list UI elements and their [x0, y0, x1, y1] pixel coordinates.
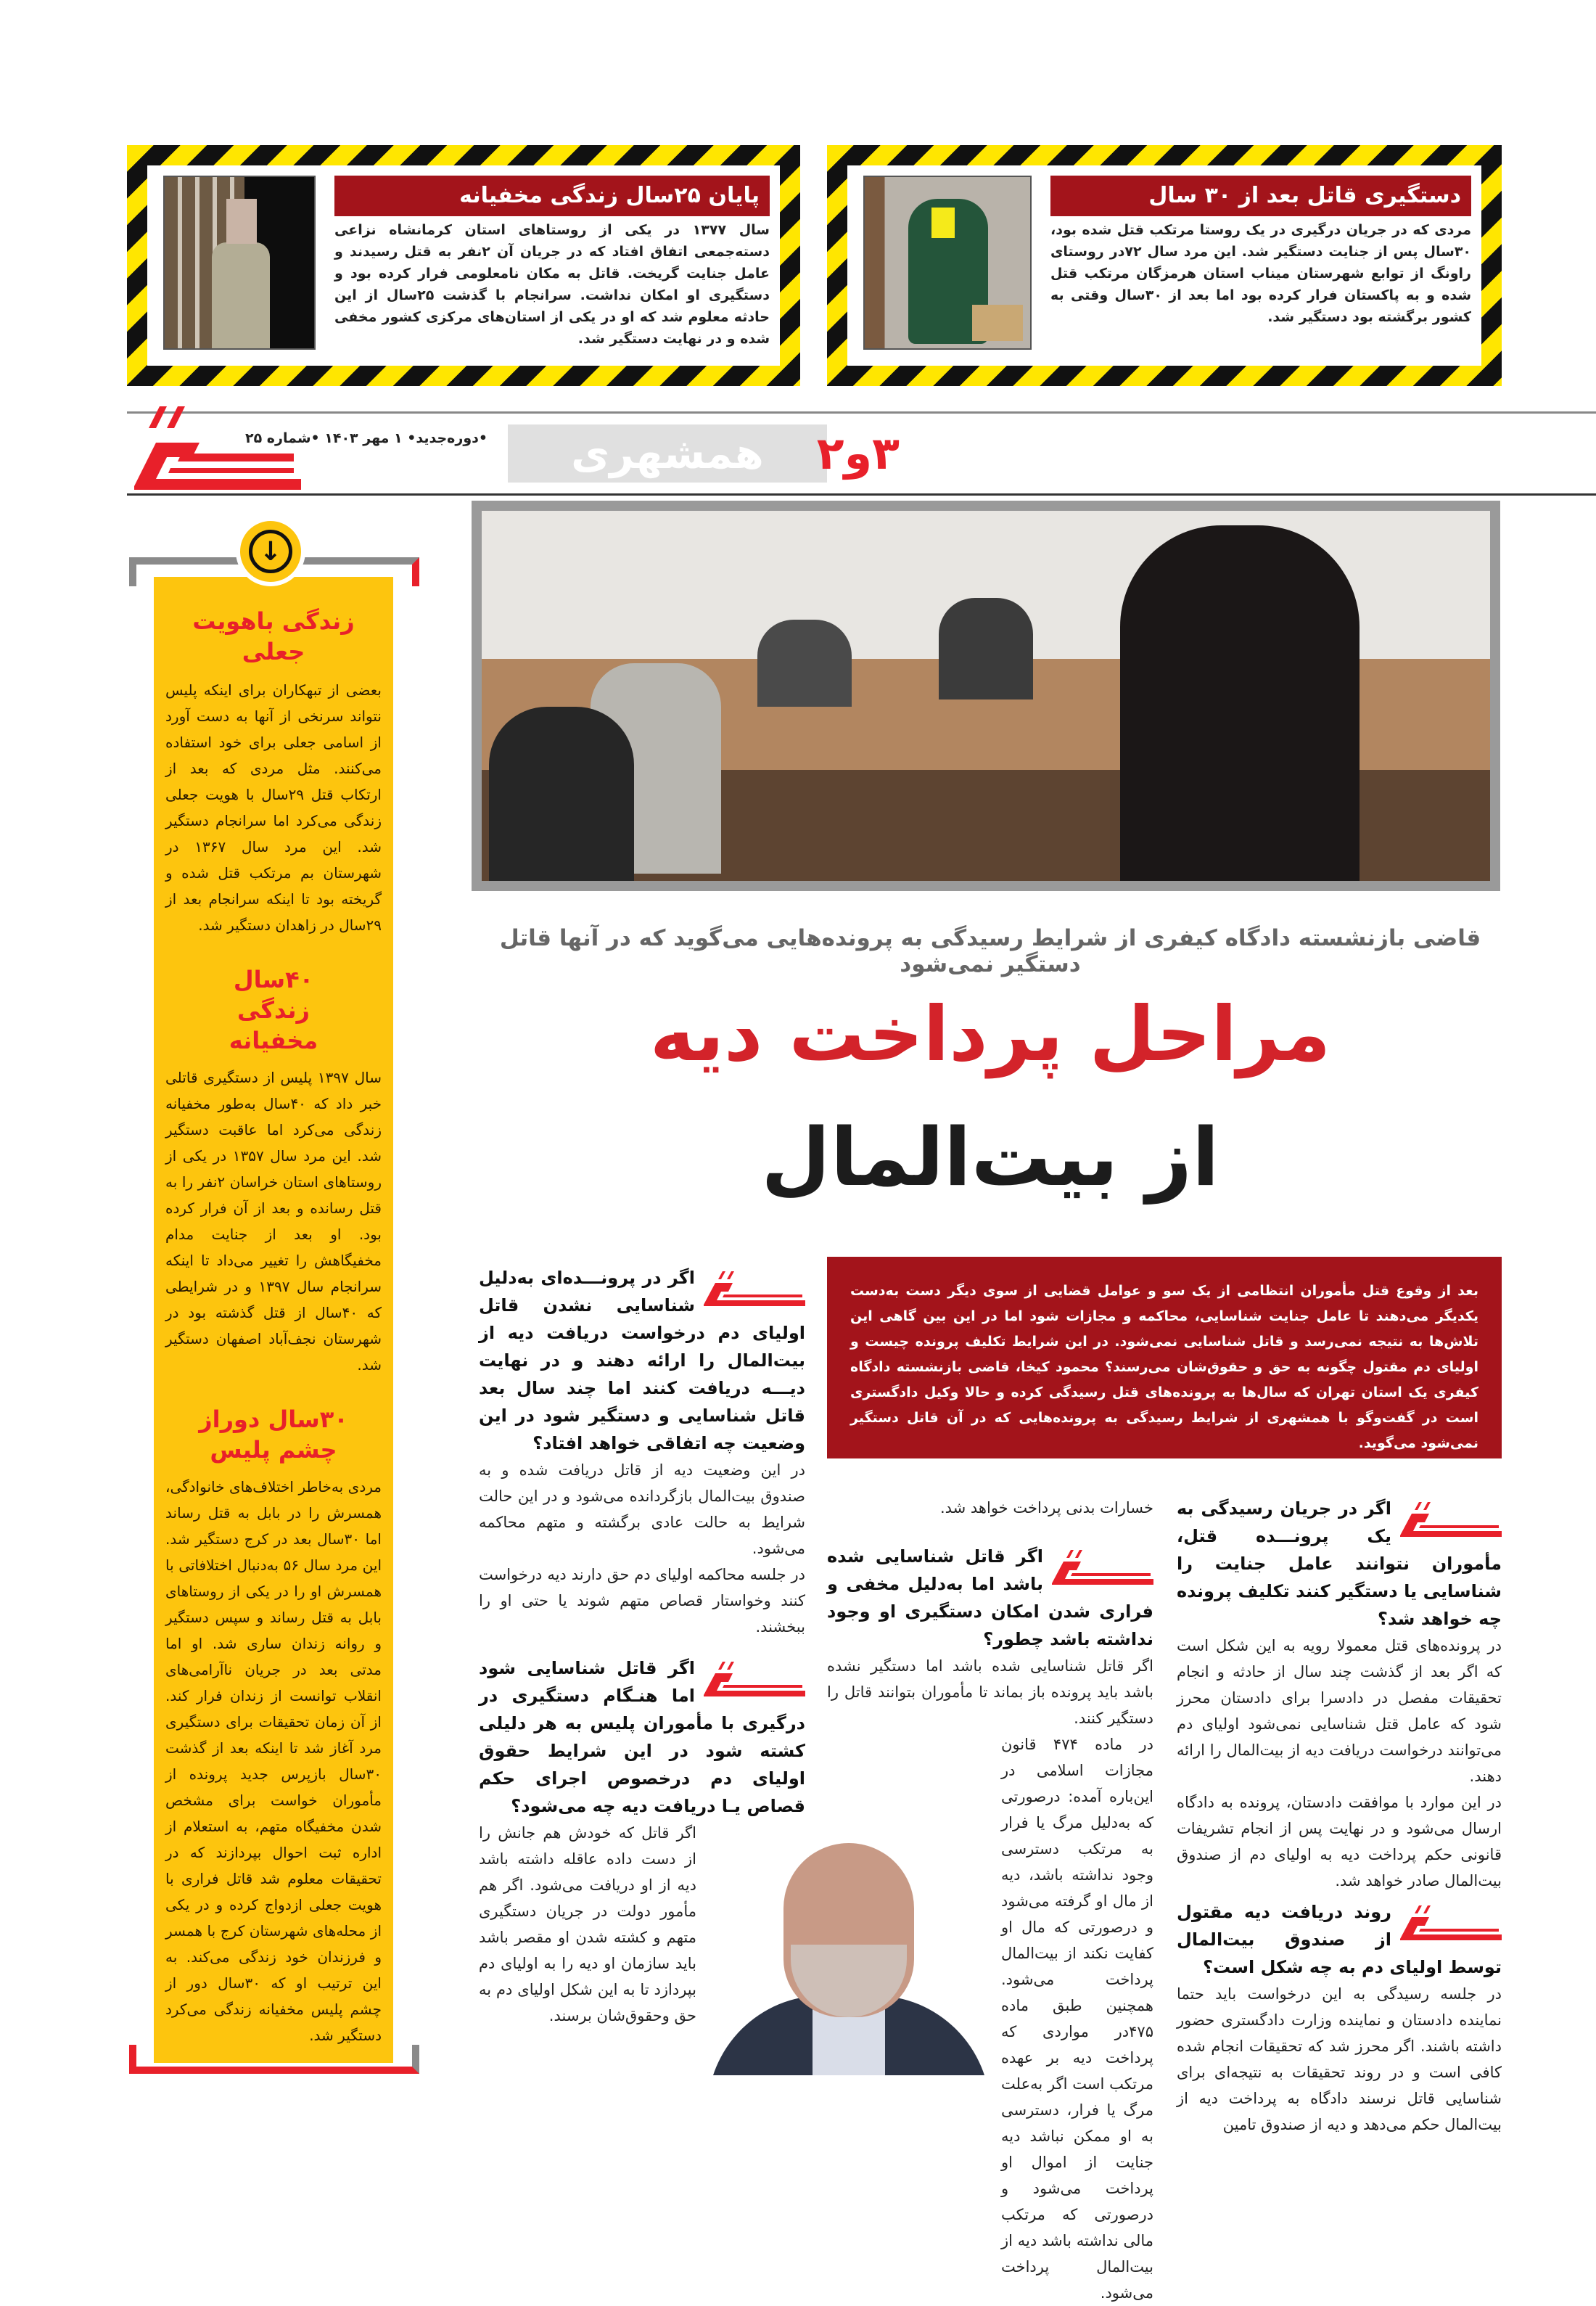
question-heading: اگر در پرونـــده‌ای به‌دلیل شناسایی نشدن قاتل اولیای دم درخواست دریافت دیه از بیت‌المال را ارائه دهند و در نهایت دیـــه دریافت کنند اما چند سال بعد قاتل شناسایی و دستگیر شود در این وضعیت چه اتفاقی خواهد افتاد؟: [479, 1268, 805, 1453]
sidebar-item-text: بعضی از تبهکاران برای اینکه پلیس نتواند سرنخی از آنها به دست آورد از اسامی جعلی برای خود استفاده می‌کنند. مثل مردی که بعد از ارتکاب قتل ۲۹سال با هویت جعلی زندگی می‌کرد اما سرانجام دستگیر شد. این مرد سال ۱۳۶۷ در شهرستان بم مرتکب قتل شده و گریخته بود تا اینکه سرانجام بعد از ۲۹سال در زاهدان دستگیر شد.: [165, 681, 382, 934]
answer-paragraph: در این وضعیت دیه از قاتل دریافت شده و به صندوق بیت‌المال بازگردانده می‌شود و در این حالت شرایط به حالت عادی برگشته و متهم محاکمه می‌شود.: [479, 1461, 805, 1557]
supplement-name: همشهری: [508, 424, 827, 483]
sarnakh-mini-logo: [1400, 1903, 1502, 1946]
headline-line-1: مراحل پرداخت دیه: [649, 990, 1331, 1078]
question-heading: اگر قاتل شناسایی شود اما هنـگام دستگیری در درگیری با مأموران پلیس به هر دلیلی کشته شود در این شرایط حقوق اولیای دم درخصوص اجرای حکم قصاص یـا دریافت دیه چه می‌شود؟: [479, 1658, 805, 1816]
box-text: مردی که در جریان درگیری در یک روستا مرتکب قتل شده بود، ۳۰سال پس از جنایت دستگیر شد. این مرد سال ۷۲در روستای راونگ از توابع شهرستان میناب استان هرمزگان مرتکب قتل شده و به پاکستان فرار کرده بود اما بعد از ۳۰سال وقتی به کشور برگشته بود دستگیر شد.: [1050, 222, 1472, 325]
answer-paragraph: در این موارد با موافقت دادستان، پرونده به دادگاه ارسال می‌شود و در نهایت پس از انجام تشریفات قانونی حکم پرداخت دیه به اولیای دم از صندوق بیت‌المال صادر خواهد شد.: [1177, 1794, 1502, 1889]
sidebar-item-title: ۳۰سال دوراز چشم پلیس: [199, 1406, 348, 1464]
answer-paragraph: در ماده ۴۷۴ قانون مجازات اسلامی در این‌باره آمده: درصورتی که به‌دلیل مرگ یا فرار به مرتکب دسترسی وجود نداشته باشد، دیه از مال او گرفته می‌شود و درصورتی که مال او کفایت نکند از بیت‌المال پرداخت می‌شود. همچنین طبق ماده ۴۷۵در مواردی که پرداخت دیه بر عهده مرتکب است اگر به‌علت مرگ یا فرار، دسترسی به او ممکن نباشد دیه جنایت از اموال او پرداخت می‌شود و درصورتی که مرتکب مالی نداشته باشد دیه از بیت‌المال پرداخت می‌شود.: [1001, 1736, 1153, 2302]
sarnakh-mini-logo: [704, 1268, 805, 1312]
issue-info: •دوره‌جدید• ۱ مهر ۱۴۰۳ •شماره ۲۵: [244, 430, 488, 446]
question-heading: اگر قاتل شناسایی شده باشد اما به‌دلیل مخفی و فراری شدن امکان دستگیری او وجود نداشته باشد چطور؟: [827, 1546, 1153, 1649]
headline-line-2: از بیت‌المال: [761, 1111, 1219, 1204]
box-title: پایان ۲۵سال زندگی مخفیانه: [334, 176, 770, 216]
sidebar-item-title: زندگی باهویت جعلی: [192, 607, 355, 665]
column-middle: [827, 1495, 1153, 2306]
answer-paragraph: اگر قاتل شناسایی شده باشد اما دستگیر نشده باشد باید پرونده باز بماند تا مأموران بتوانند قاتل را دستگیر کنند.: [827, 1657, 1153, 1727]
masthead-top-rule: [127, 411, 1596, 414]
answer-paragraph: اگر قاتل که خودش هم جانش را از دست داده عاقله داشته باشد دیه از او دریافت می‌شود. اگر هم مأمور دولت در جریان دستگیری متهم و کشته شدن او مقصر باشد باید سازمان او دیه را به اولیای دم بپردازد تا به این شکل اولیای دم به حق وحقوق‌شان برسند.: [479, 1824, 696, 2024]
arrow-down-icon: ↓: [236, 517, 305, 586]
news-box-end-of-25-years-hiding: [127, 145, 800, 386]
sidebar-item-title: ۴۰سال زندگی مخفیانه: [229, 966, 318, 1054]
answer-paragraph: خسارات بدنی پرداخت خواهد شد.: [939, 1499, 1153, 1517]
question-heading: روند دریافت دیه مقتول از صندوق بیت‌المال توسط اولیای دم به چه شکل است؟: [1177, 1902, 1502, 1977]
column-right: [1177, 1495, 1502, 2138]
lead-text: بعد از وقوع قتل مأموران انتظامی از یک سو و عوامل قضایی از سوی دیگر دست به‌دست یکدیگر می‌دهند تا عامل جنایت شناسایی، محاکمه و مجازات شود اما در این بین گاهی این تلاش‌ها به نتیجه نمی‌رسد و قاتل شناسایی نمی‌شود. در این شرایط تکلیف پرونده چیست و اولیای دم مقتول چگونه به حق و حقوق‌شان می‌رسند؟ محمود کیخا، قاضی بازنشسته دادگاه کیفری یک استان تهران که سال‌ها به پرونده‌های قتل رسیدگی کرده و حالا وکیل دادگستری است در گفت‌وگو با همشهری از شرایط رسیدگی به پرونده‌هایی که در آن قاتل دستگیر نمی‌شود می‌گوید.: [850, 1283, 1478, 1451]
masthead-bottom-rule: [127, 493, 1596, 496]
sidebar-item-text: سال ۱۳۹۷ پلیس از دستگیری قاتلی خبر داد که ۴۰سال به‌طور مخفیانه زندگی می‌کرد اما عاقبت دستگیر شد. این مرد سال ۱۳۵۷ در یکی از روستاهای استان خراسان ۲نفر را به قتل رسانده و بعد از آن فرار کرده بود. او بعد از جنایت مدام مخفیگاهش را تغییر می‌داد تا اینکه سرانجام سال ۱۳۹۷ و در شرایطی که ۴۰سال از قتل گذشته بود در شهرستان نجف‌آباد اصفهان دستگیر شد.: [165, 1069, 382, 1374]
subheadline: قاضی بازنشسته دادگاه کیفری از شرایط رسیدگی به پرونده‌هایی می‌گوید که در آنها قاتل دستگیر نمی‌شود: [499, 925, 1481, 977]
sidebar-frame-bottom: [129, 2045, 419, 2074]
sidebar-item-text: مردی به‌خاطر اختلاف‌های خانوادگی، همسرش را در بابل به قتل رساند اما ۳۰سال بعد در کرج دستگیر شد. این مرد سال ۵۶ به‌دنبال اختلافاتی با همسرش او را در یکی از روستاهای بابل به قتل رساند و سپس دستگیر و روانه زندان ساری شد. او اما مدتی بعد در جریان ناآرامی‌های انقلاب توانست از زندان فرار کند. از آن زمان تحقیقات برای دستگیری مرد آغاز شد تا اینکه بعد از گذشت ۳۰سال بازپرس جدید پرونده از مأموران خواست برای مشخص شدن مخفیگاه متهم، به استعلام از اداره ثبت احوال بپردازند که در تحقیقات معلوم شد قاتل فراری با هویت جعلی ازدواج کرده و در یکی از محله‌های شهرستان کرج با همسر و فرزندان خود زندگی می‌کند. به این ترتیب او که ۳۰سال دور از چشم پلیس مخفیانه زندگی می‌کرد دستگیر شد.: [165, 1478, 382, 2044]
sarnakh-mini-logo: [1400, 1499, 1502, 1543]
page-numbers: ۳و۲: [816, 427, 900, 480]
question-heading: اگر در جریان رسیدگی به یک پرونـــده قتل، مأموران نتوانند عامل جنایت را شناسایی یا دستگیر کنند تکلیف پرونده چه خواهد شد؟: [1177, 1498, 1502, 1629]
sidebar: [154, 577, 393, 2063]
news-box-arrest-after-30-years: [827, 145, 1502, 386]
column-left: [479, 1264, 805, 2029]
answer-paragraph: در جلسه رسیدگی به این درخواست باید حتما نماینده دادستان و نماینده وزارت دادگستری حضور داشته باشند. اگر محرز شد که تحقیقات انجام شده کافی است و در روند تحقیقات به نتیجه‌ای برای شناسایی قاتل نرسند دادگاه به پرداخت دیه از بیت‌المال حکم می‌دهد و دیه از صندوق تامین: [1177, 1985, 1502, 2133]
sarnakh-mini-logo: [1052, 1547, 1153, 1591]
answer-paragraph: در جلسه محاکمه اولیای دم حق دارند دیه درخواست کنند وخواستار قصاص متهم شوند یا حتی او را ببخشند.: [479, 1566, 805, 1636]
suspect-photo: [163, 176, 316, 350]
courtroom-photo: [472, 501, 1500, 891]
sarnakh-mini-logo: [704, 1659, 805, 1702]
article-lead: [827, 1257, 1502, 1458]
suspect-photo: [863, 176, 1032, 350]
box-text: سال ۱۳۷۷ در یکی از روستاهای استان کرمانشاه نزاعی دسته‌جمعی اتفاق افتاد که در جریان آن ۲نفر به قتل رسیدند و عامل جنایت گریخت. قاتل به مکان نامعلومی فرار کرده بود و دستگیری او امکان نداشت. سرانجام با گذشت ۲۵سال از این حادثه معلوم شد که او در یکی از استان‌های مرکزی کشور مخفی شده و در نهایت دستگیر شد.: [334, 222, 770, 347]
box-title: دستگیری قاتل بعد از ۳۰ سال: [1050, 176, 1471, 216]
sarnakh-logo: [127, 399, 301, 493]
answer-paragraph: در پرونده‌های قتل معمولا رویه به این شکل است که اگر بعد از گذشت چند سال از حادثه و انجام تحقیقات مفصل در دادسرا برای دادستان محرز شود که عامل قتل شناسایی نمی‌شود اولیای دم می‌توانند درخواست دریافت دیه از بیت‌المال را ارائه دهند.: [1177, 1637, 1502, 1785]
